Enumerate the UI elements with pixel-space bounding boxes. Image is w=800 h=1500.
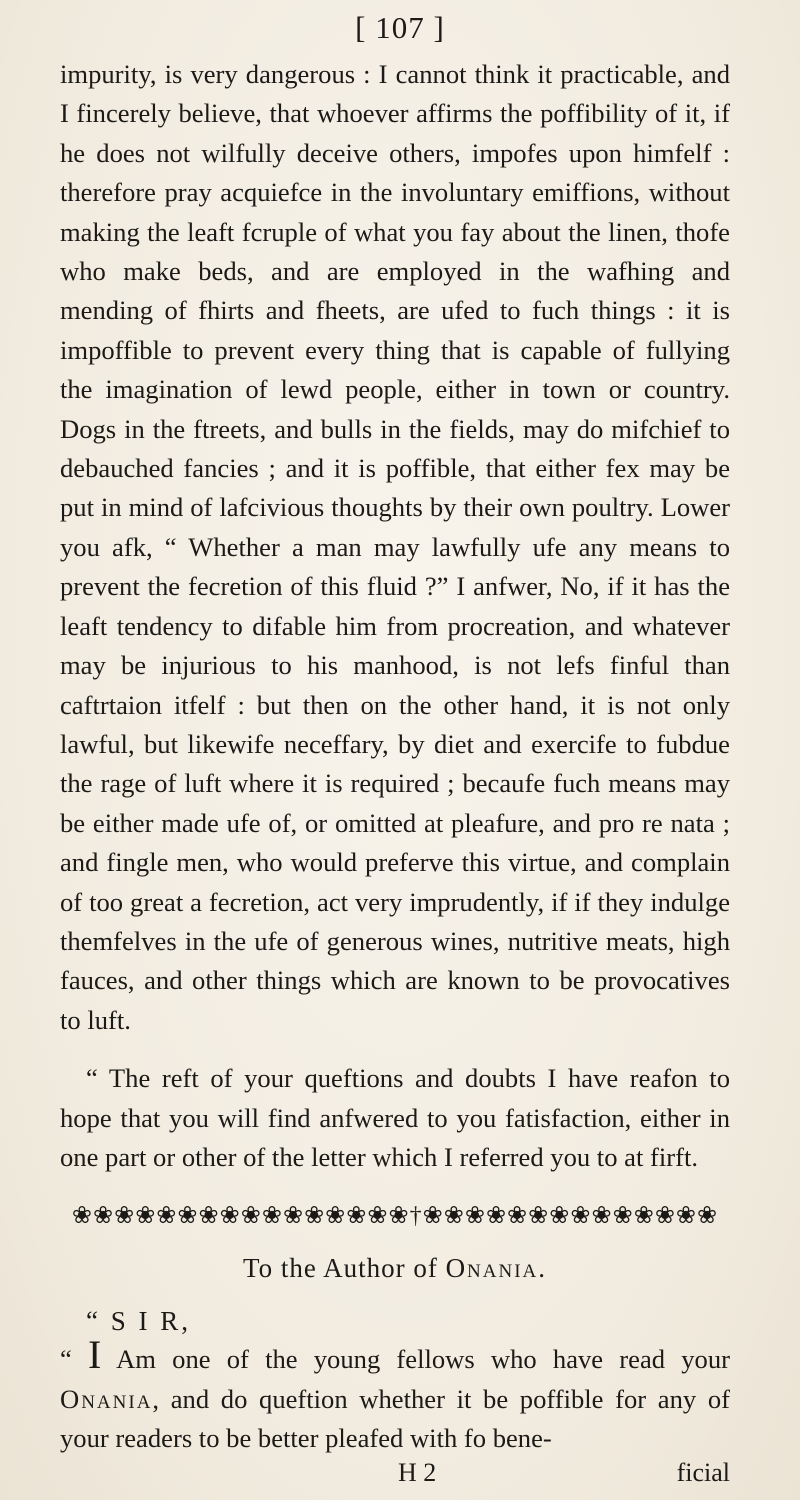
letter-heading-title: Onania. xyxy=(445,1253,548,1284)
letter-text-start: Am one of the young fellows who have read your xyxy=(101,1344,730,1375)
signature-mark: H 2 xyxy=(398,1458,437,1487)
salutation: “ S I R, xyxy=(86,1306,191,1337)
drop-cap: I xyxy=(88,1332,102,1378)
page-number: [ 107 ] xyxy=(355,10,445,45)
ornamental-divider: ❀❀❀❀❀❀❀❀❀❀❀❀❀❀❀❀†❀❀❀❀❀❀❀❀❀❀❀❀❀❀ xyxy=(71,1203,719,1230)
page-footer xyxy=(60,1458,730,1494)
letter-paragraph xyxy=(60,1332,730,1458)
letter-heading xyxy=(60,1248,730,1288)
catchword: ficial xyxy=(676,1458,730,1487)
page-body xyxy=(60,55,730,1459)
letter-text-continued: , and do queftion whether it be poffible for any of your readers to be better pleafed with fo bene- xyxy=(60,1383,730,1454)
open-quote: “ xyxy=(60,1344,72,1375)
letter-heading-prefix: To the Author of xyxy=(242,1253,438,1284)
onania-title-reference: Onania xyxy=(60,1383,153,1414)
paragraph-continued: impurity, is very dangerous : I cannot think it practicable, and I fincerely believe, that whoever affirms the poffibility of it, if he does not wilfully deceive others, impofes upon himfelf : therefore pray acquiefce in the involuntary emiffions, without making the leaft fcruple of what you fay about the linen, thofe who make beds, and are employed in the wafhing and mending of fhirts and fheets, are ufed to fuch things : it is impoffible to prevent every thing that is capable of fullying the imagination of lewd people, either in town or country. Dogs in the ftreets, and bulls in the fields, may do mifchief to debauched fancies ; and it is poffible, that either fex may be put in mind of lafcivious thoughts by their own poultry. Lower you afk, “ Whether a man may lawfully ufe any means to prevent the fecretion of this fluid ?” I anfwer, No, if it has the leaft tendency to difable him from procreation, and whatever may be injurious to his manhood, is not lefs finful than caftrtaion itfelf : but then on the other hand, it is not only lawful, but likewife neceffary, by diet and exercife to fubdue the rage of luft where it is required ; becaufe fuch means may be either made ufe of, or omitted at pleafure, and pro re nata ; and fingle men, who would preferve this virtue, and complain of too great a fecretion, act very imprudently, if if they indulge themfelves in the ufe of generous wines, nutritive meats, high fauces, and other things which are known to be provocatives to luft. xyxy=(60,59,730,1035)
paragraph-closing: “ The reft of your queftions and doubts I have reafon to hope that you will find anfwered to you fatisfaction, either in one part or other of the letter which I referred you to at firft. xyxy=(60,1063,730,1172)
